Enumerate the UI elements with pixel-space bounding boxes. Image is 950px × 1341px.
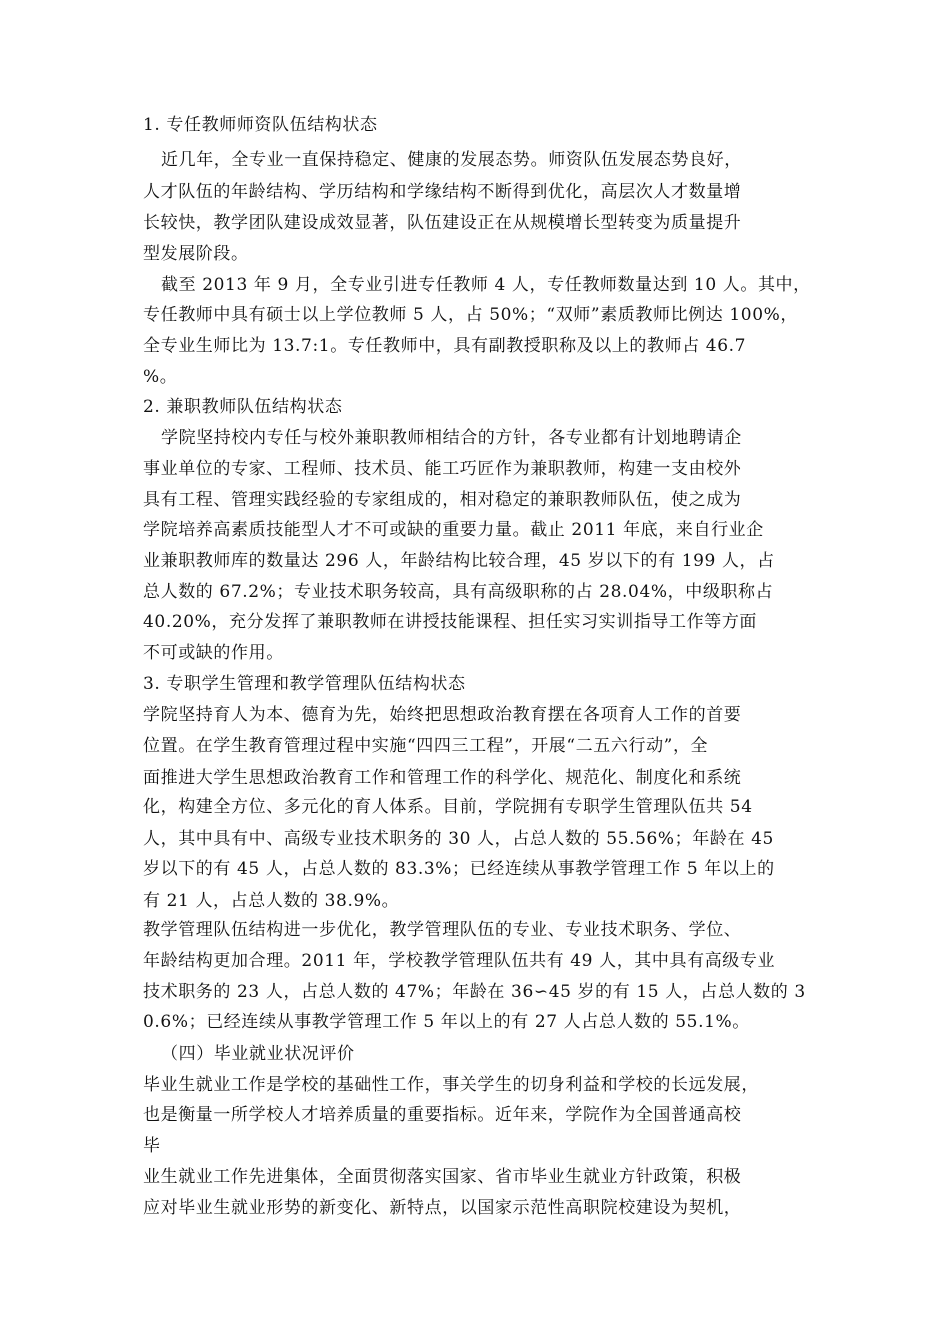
paragraph-line: 人，其中具有中、高级专业技术职务的 30 人，占总人数的 55.56%；年龄在 45 [143,829,774,849]
paragraph-line: 具有工程、管理实践经验的专家组成的，相对稳定的兼职教师队伍，使之成为 [143,490,742,510]
paragraph-line: 化，构建全方位、多元化的育人体系。目前，学院拥有专职学生管理队伍共 54 [143,797,753,817]
paragraph-line: 专任教师中具有硕士以上学位教师 5 人，占 50%；“双师”素质教师比例达 100%， [143,305,798,325]
section-heading-3: 3. 专职学生管理和教学管理队伍结构状态 [143,674,466,694]
paragraph-line: 全专业生师比为 13.7:1。专任教师中，具有副教授职称及以上的教师占 46.7 [143,336,747,356]
paragraph-line: 年龄结构更加合理。2011 年，学校教学管理队伍共有 49 人，其中具有高级专业 [143,951,776,971]
paragraph-line: 截至 2013 年 9 月，全专业引进专任教师 4 人，专任教师数量达到 10 人。其中， [161,275,811,295]
paragraph-line: 学院坚持校内专任与校外兼职教师相结合的方针，各专业都有计划地聘请企 [161,428,742,448]
paragraph-line: 技术职务的 23 人，占总人数的 47%；年龄在 36∽45 岁的有 15 人，占总人数的 3 [143,982,806,1002]
paragraph-line: 有 21 人，占总人数的 38.9%。 [143,891,400,911]
paragraph-line: 业兼职教师库的数量达 296 人，年龄结构比较合理，45 岁以下的有 199 人，占 [143,551,775,571]
paragraph-line: 岁以下的有 45 人，占总人数的 83.3%；已经连续从事教学管理工作 5 年以上的 [143,859,775,879]
section-heading-4: （四）毕业就业状况评价 [161,1044,355,1064]
paragraph-line: 不可或缺的作用。 [143,643,284,663]
paragraph-line: 面推进大学生思想政治教育工作和管理工作的科学化、规范化、制度化和系统 [143,768,742,788]
paragraph-line: 学院坚持育人为本、德育为先，始终把思想政治教育摆在各项育人工作的首要 [143,705,742,725]
paragraph-line: 近几年，全专业一直保持稳定、健康的发展态势。师资队伍发展态势良好， [161,150,742,170]
paragraph-line: 40.20%，充分发挥了兼职教师在讲授技能课程、担任实习实训指导工作等方面 [143,612,758,632]
paragraph-line: %。 [143,367,178,387]
paragraph-line: 业生就业工作先进集体，全面贯彻落实国家、省市毕业生就业方针政策，积极 [143,1167,742,1187]
section-heading-1: 1. 专任教师师资队伍结构状态 [143,115,378,135]
paragraph-line: 毕 [143,1136,161,1156]
paragraph-line: 也是衡量一所学校人才培养质量的重要指标。近年来，学院作为全国普通高校 [143,1105,742,1125]
paragraph-line: 学院培养高素质技能型人才不可或缺的重要力量。截止 2011 年底，来自行业企 [143,520,764,540]
paragraph-line: 长较快，教学团队建设成效显著，队伍建设正在从规模增长型转变为质量提升 [143,213,742,233]
paragraph-line: 0.6%；已经连续从事教学管理工作 5 年以上的有 27 人占总人数的 55.1%。 [143,1012,750,1032]
paragraph-line: 位置。在学生教育管理过程中实施“四四三工程”，开展“二五六行动”，全 [143,736,709,756]
paragraph-line: 事业单位的专家、工程师、技术员、能工巧匠作为兼职教师，构建一支由校外 [143,459,742,479]
paragraph-line: 教学管理队伍结构进一步优化，教学管理队伍的专业、专业技术职务、学位、 [143,920,742,940]
paragraph-line: 型发展阶段。 [143,244,249,264]
paragraph-line: 应对毕业生就业形势的新变化、新特点，以国家示范性高职院校建设为契机， [143,1198,742,1218]
section-heading-2: 2. 兼职教师队伍结构状态 [143,397,343,417]
paragraph-line: 人才队伍的年龄结构、学历结构和学缘结构不断得到优化，高层次人才数量增 [143,182,742,202]
paragraph-line: 总人数的 67.2%；专业技术职务较高，具有高级职称的占 28.04%，中级职称占 [143,582,774,602]
paragraph-line: 毕业生就业工作是学校的基础性工作，事关学生的切身利益和学校的长远发展， [143,1075,759,1095]
